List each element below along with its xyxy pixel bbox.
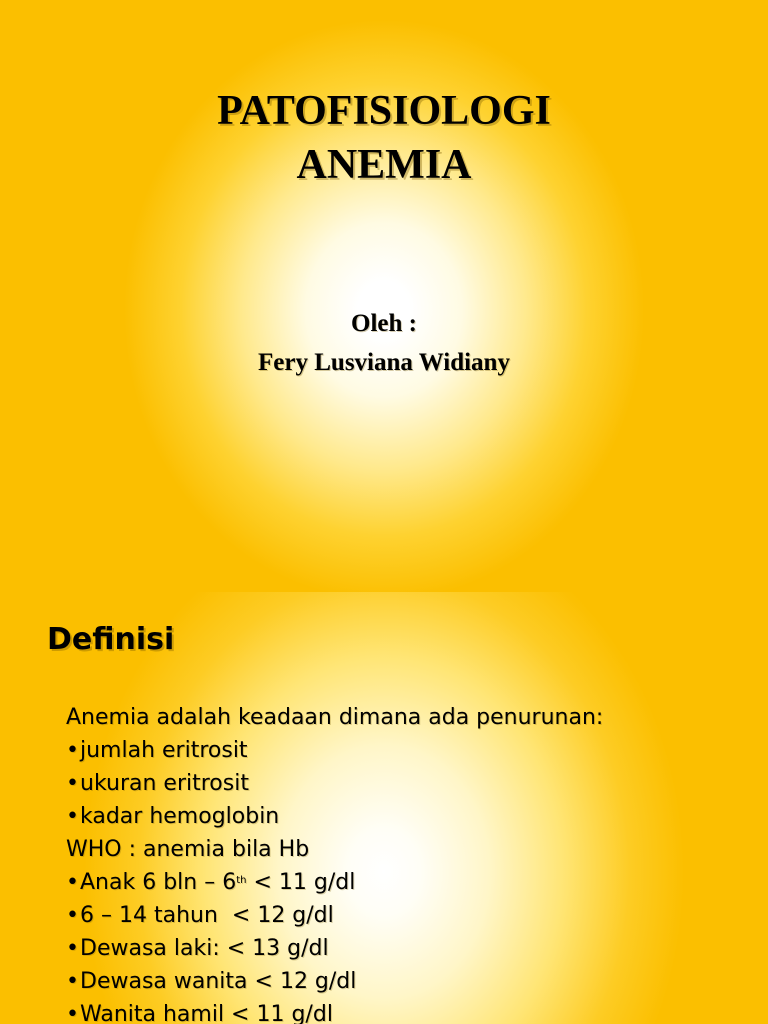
definition-heading: Definisi	[47, 622, 175, 657]
bullet-icon: •	[66, 969, 79, 994]
criterion-text: kadar hemoglobin	[80, 804, 280, 829]
definition-intro: Anemia adalah keadaan dimana ada penurunan:	[66, 705, 604, 730]
list-item-threshold	[66, 998, 746, 1024]
author-name: Fery Lusviana Widiany	[258, 349, 510, 376]
criterion-text: ukuran eritrosit	[80, 771, 249, 796]
list-item-threshold	[66, 899, 746, 932]
list-item-criterion	[66, 734, 746, 767]
who-criteria-line: WHO : anemia bila Hb	[66, 837, 310, 862]
bullet-icon: •	[66, 1002, 79, 1024]
list-item-threshold	[66, 965, 746, 998]
bullet-icon: •	[66, 804, 79, 829]
superscript-th: th	[236, 875, 247, 886]
threshold-text: Dewasa wanita < 12 g/dl	[80, 969, 357, 994]
list-item-threshold	[66, 866, 746, 899]
definition-body	[66, 701, 746, 1024]
presentation-title-line-1: PATOFISIOLOGI	[217, 88, 551, 134]
bullet-icon: •	[66, 903, 79, 928]
list-item-threshold	[66, 932, 746, 965]
bullet-icon: •	[66, 771, 79, 796]
presentation-title-line-2: ANEMIA	[296, 142, 472, 188]
threshold-text: Dewasa laki: < 13 g/dl	[80, 936, 329, 961]
list-item-criterion	[66, 800, 746, 833]
bullet-icon: •	[66, 738, 79, 763]
bullet-icon: •	[66, 870, 79, 895]
threshold-value: < 11 g/dl	[246, 870, 356, 895]
threshold-text: Wanita hamil < 11 g/dl	[80, 1002, 333, 1024]
threshold-text: Anak 6 bln – 6	[80, 870, 237, 895]
list-item-criterion	[66, 767, 746, 800]
bullet-icon: •	[66, 936, 79, 961]
threshold-text: 6 – 14 tahun < 12 g/dl	[80, 903, 334, 928]
byline-label: Oleh :	[351, 310, 417, 337]
definition-slide	[0, 592, 768, 1024]
criterion-text: jumlah eritrosit	[80, 738, 248, 763]
